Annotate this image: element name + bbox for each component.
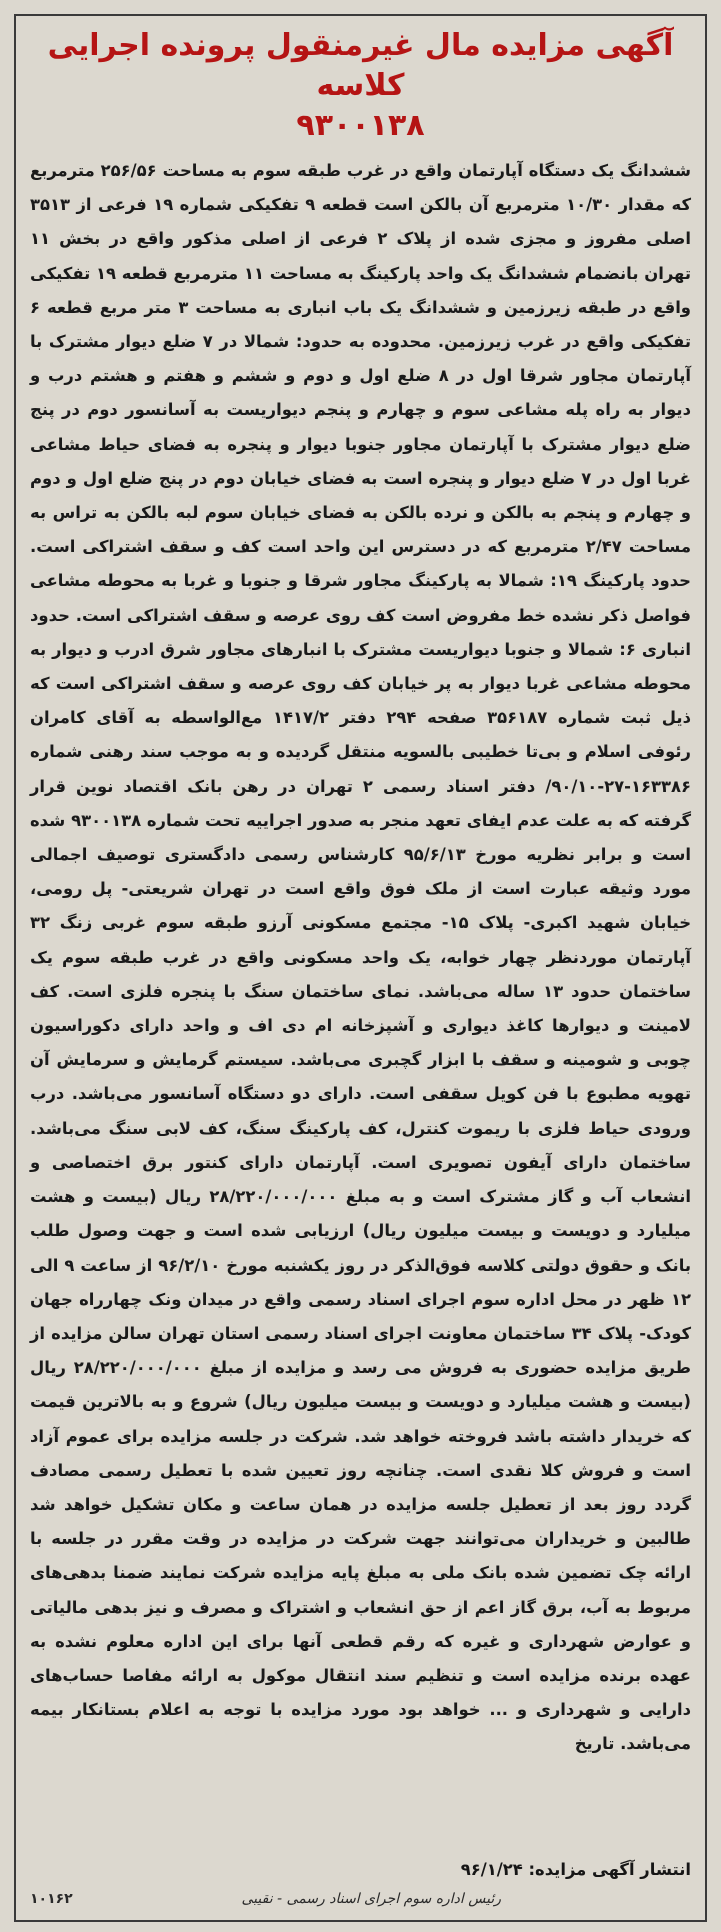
file-number: ۹۳۰۰۱۳۸: [296, 108, 425, 143]
notice-title: آگهی مزایده مال غیرمنقول پرونده اجرایی کلاسه: [47, 28, 674, 103]
notice-frame: [14, 14, 707, 1922]
publish-row: [242, 1854, 692, 1886]
publish-date: ۹۶/۱/۲۴: [460, 1860, 523, 1879]
notice-body: ششدانگ یک دستگاه آپارتمان واقع در غرب طبقه سوم به مساحت ۲۵۶/۵۶ مترمربع که مقدار ۱۰/۳۰ مترمربع آن بالکن است قطعه ۹ تفکیکی شماره ۱۹ فرعی از ۳۵۱۳ اصلی مفروز و مجزی شده از پلاک ۲ فرعی از اصلی مذکور واقع در بخش ۱۱ تهران بانضمام ششدانگ یک واحد پارکینگ به مساحت ۱۱ مترمربع قطعه ۱۹ تفکیکی واقع در طبقه زیرزمین و ششدانگ یک باب انباری به مساحت ۳ متر مربع قطعه ۶ تفکیکی واقع در غرب زیرزمین. محدوده به حدود: شمالا در ۷ ضلع دیوار مشترک با آپارتمان مجاور شرقا اول در ۸ ضلع اول و دوم و ششم و هفتم و هشتم درب و دیوار به راه پله مشاعی سوم و چهارم و پنجم دیواریست به آسانسور دوم در پنج ضلع دیوار مشترک با آپارتمان مجاور جنوبا دیوار و پنجره به فضای حیاط مشاعی غربا اول در ۷ ضلع دیوار و پنجره است به فضای خیابان دوم در پنج ضلع اول و دوم و چهارم و پنجم به بالکن و نرده بالکن به فضای خیابان سوم لبه بالکن به تراس به مساحت ۲/۴۷ مترمربع که در دسترس این واحد است کف و سقف اشتراکی است. حدود پارکینگ ۱۹: شمالا به پارکینگ مجاور شرقا و جنوبا و غربا به محوطه مشاعی فواصل ذکر نشده خط مفروض است کف روی عرصه و سقف اشتراکی است. حدود انباری ۶: شمالا و جنوبا دیواریست مشترک با انبارهای مجاور شرق ادرب و دیوار به محوطه مشاعی غربا دیوار به پر خیابان کف روی عرصه و سقف اشتراکی است که ذیل ثبت شماره ۳۵۶۱۸۷ صفحه ۲۹۴ دفتر ۱۴۱۷/۲ مع‌الواسطه به آقای کامران رئوفی اسلام و بی‌تا خطیبی بالسویه منتقل گردیده و به موجب سند رهنی شماره ۱۶۳۳۸۶-۲۷-۹۰/۱۰/ دفتر اسناد رسمی ۲ تهران در رهن بانک اقتصاد نوین قرار گرفته که به علت عدم ایفای تعهد منجر به صدور اجراییه تحت شماره ۹۳۰۰۱۳۸ شده است و برابر نظریه مورخ ۹۵/۶/۱۳ کارشناس رسمی دادگستری توصیف اجمالی مورد وثیقه عبارت است از ملک فوق واقع است در تهران شریعتی- پل رومی، خیابان شهید اکبری- پلاک ۱۵- مجتمع مسکونی آرزو طبقه سوم غربی زنگ ۳۲ آپارتمان موردنظر چهار خوابه، یک واحد مسکونی واقع در غرب طبقه سوم یک ساختمان حدود ۱۳ ساله می‌باشد. نمای ساختمان سنگ با پنجره فلزی است. کف لامینت و دیوارها کاغذ دیواری و آشپزخانه ام دی اف و واحد دارای دکوراسیون چوبی و شومینه و سقف با ابزار گچبری می‌باشد. سیستم گرمایش و سرمایش آن تهویه مطبوع با فن کویل سقفی است. دارای دو دستگاه آسانسور می‌باشد. درب ورودی حیاط فلزی با ریموت کنترل، کف پارکینگ سنگ، کف لابی سنگ می‌باشد. ساختمان دارای آیفون تصویری است. آپارتمان دارای کنتور برق اختصاصی و انشعاب آب و گاز مشترک است و به مبلغ ۲۸/۲۲۰/۰۰۰/۰۰۰ ریال (بیست و هشت میلیارد و دویست و بیست میلیون ریال) ارزیابی شده است و جهت وصول طلب بانک و حقوق دولتی کلاسه فوق‌الذکر در روز یکشنبه مورخ ۹۶/۲/۱۰ از ساعت ۹ الی ۱۲ ظهر در محل اداره سوم اجرای اسناد رسمی واقع در میدان ونک چهارراه جهان کودک- پلاک ۳۴ ساختمان معاونت اجرای اسناد رسمی استان تهران سالن مزایده از طریق مزایده حضوری به فروش می رسد و مزایده از مبلغ ۲۸/۲۲۰/۰۰۰/۰۰۰ ریال (بیست و هشت میلیارد و دویست و بیست میلیون ریال) شروع و به بالاترین قیمت که خریدار داشته باشد فروخته خواهد شد. شرکت در جلسه مزایده برای عموم آزاد است و فروش کلا نقدی است. چنانچه روز تعیین شده با تعطیل رسمی مصادف گردد روز بعد از تعطیل جلسه مزایده در همان ساعت و مکان تشکیل خواهد شد طالبین و خریداران می‌توانند جهت شرکت در مزایده در وقت مقرر در جلسه با ارائه چک تضمین شده بانک ملی به مبلغ پایه مزایده شرکت نمایند ضمنا بدهی‌های مربوط به آب، برق گاز اعم از حق انشعاب و اشتراک و مصرف و نیز بدهی مالیاتی و عوارض شهرداری و غیره که رقم قطعی آنها برای این اداره معلوم نشده به عهده برنده مزایده است و تنظیم سند انتقال موکول به ارائه مفاصا حساب‌های دارایی و شهرداری و ... خواهد بود مورد مزایده با توجه به اعلام بستانکار بیمه می‌باشد. تاریخ: [30, 161, 692, 1754]
signature: رئیس اداره سوم اجرای اسناد رسمی - نقیبی: [241, 1891, 501, 1907]
footer-right: [242, 1854, 692, 1912]
notice-code: ۱۰۱۶۲: [30, 1891, 73, 1907]
notice-footer: [30, 1854, 691, 1912]
publish-label: انتشار آگهی مزایده:: [528, 1860, 691, 1879]
